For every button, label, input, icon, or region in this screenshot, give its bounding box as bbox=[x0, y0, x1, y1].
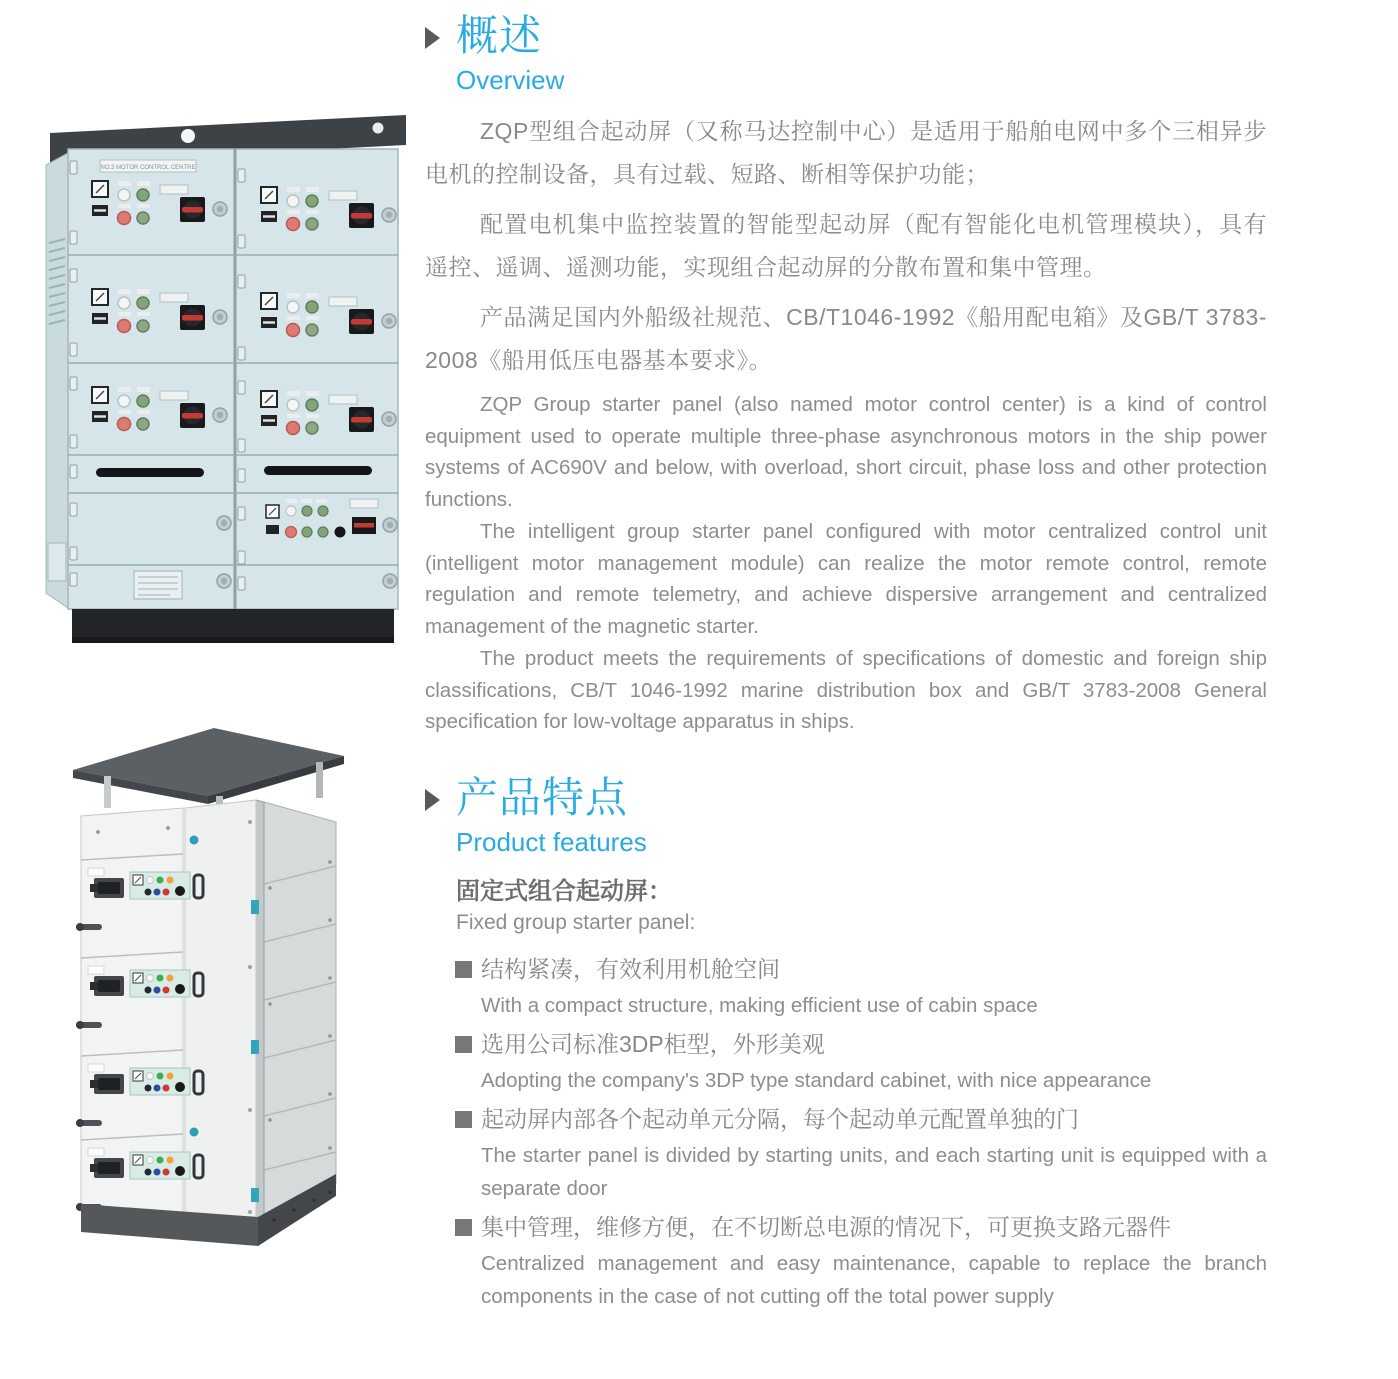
overview-paragraph-en: The intelligent group starter panel configured with motor centralized control unit (intelligent motor management module) can realize the motor remote control, remote regulation and remote telemetry, and achieve dispersive arrangement and centralized management of the magnetic starter. bbox=[425, 520, 1267, 638]
feature-text-en: The starter panel is divided by starting units, and each starting unit is equipped with a separate door bbox=[481, 1144, 1267, 1200]
feature-text-zh: 起动屏内部各个起动单元分隔，每个起动单元配置单独的门 bbox=[455, 1100, 1267, 1139]
feature-item bbox=[425, 950, 1267, 1022]
cabinet-name-plate: NO.3 MOTOR CONTROL CENTRE bbox=[100, 165, 196, 171]
square-bullet-icon bbox=[455, 961, 472, 978]
features-heading-en: Product features bbox=[456, 827, 647, 857]
features-subtitle-en: Fixed group starter panel: bbox=[456, 911, 696, 934]
overview-heading-en: Overview bbox=[456, 65, 565, 95]
square-bullet-icon bbox=[455, 1036, 472, 1053]
motor-control-center-illustration bbox=[38, 103, 410, 645]
section-arrow-icon bbox=[425, 789, 440, 811]
feature-item bbox=[425, 1025, 1267, 1097]
feature-item bbox=[425, 1100, 1267, 1205]
overview-heading-row bbox=[425, 10, 1267, 62]
feature-text-en: Adopting the company's 3DP type standard cabinet, with nice appearance bbox=[481, 1069, 1152, 1092]
feature-text-zh: 结构紧凑，有效利用机舱空间 bbox=[455, 950, 1267, 989]
overview-section bbox=[425, 10, 1267, 738]
features-heading-zh: 产品特点 bbox=[456, 774, 629, 821]
overview-paragraphs bbox=[425, 110, 1267, 738]
overview-paragraph-zh: ZQP型组合起动屏（又称马达控制中心）是适用于船舶电网中多个三相异步电机的控制设备，具有过载、短路、断相等保护功能； bbox=[425, 118, 1267, 187]
feature-list bbox=[425, 950, 1267, 1313]
overview-paragraph-en: The product meets the requirements of specifications of domestic and foreign ship classifications, CB/T 1046-1992 marine distribution box and GB/T 3783-2008 General specification for low-voltage apparatus in ships. bbox=[425, 647, 1267, 733]
features-heading-row bbox=[425, 772, 1267, 824]
cabinet-photo-1 bbox=[38, 103, 410, 645]
features-section bbox=[425, 772, 1267, 1316]
overview-paragraph-zh: 产品满足国内外船级社规范、CB/T1046-1992《船用配电箱》及GB/T 3783-2008《船用低压电器基本要求》。 bbox=[425, 304, 1267, 373]
feature-text-zh: 集中管理，维修方便，在不切断总电源的情况下，可更换支路元器件 bbox=[455, 1208, 1267, 1247]
section-arrow-icon bbox=[425, 27, 440, 49]
feature-text-en: Centralized management and easy maintenance, capable to replace the branch components in the case of not cutting off the total power supply bbox=[481, 1252, 1267, 1308]
feature-text-zh: 选用公司标准3DP柜型，外形美观 bbox=[455, 1025, 1267, 1064]
cabinet-photo-2 bbox=[68, 712, 360, 1260]
square-bullet-icon bbox=[455, 1111, 472, 1128]
feature-text-en: With a compact structure, making efficient use of cabin space bbox=[481, 994, 1038, 1017]
overview-paragraph-zh: 配置电机集中监控装置的智能型起动屏（配有智能化电机管理模块），具有遥控、遥调、遥测功能，实现组合起动屏的分散布置和集中管理。 bbox=[425, 211, 1267, 280]
features-subtitle-zh: 固定式组合起动屏： bbox=[456, 878, 672, 905]
square-bullet-icon bbox=[455, 1219, 472, 1236]
fixed-starter-cabinet-illustration bbox=[68, 712, 360, 1260]
overview-heading-zh: 概述 bbox=[456, 12, 543, 59]
overview-paragraph-en: ZQP Group starter panel (also named motor control center) is a kind of control equipment used to operate multiple three-phase asynchronous motors in the ship power systems of AC690V and below, with overload, short circuit, phase loss and other protection functions. bbox=[425, 393, 1267, 511]
feature-item bbox=[425, 1208, 1267, 1313]
